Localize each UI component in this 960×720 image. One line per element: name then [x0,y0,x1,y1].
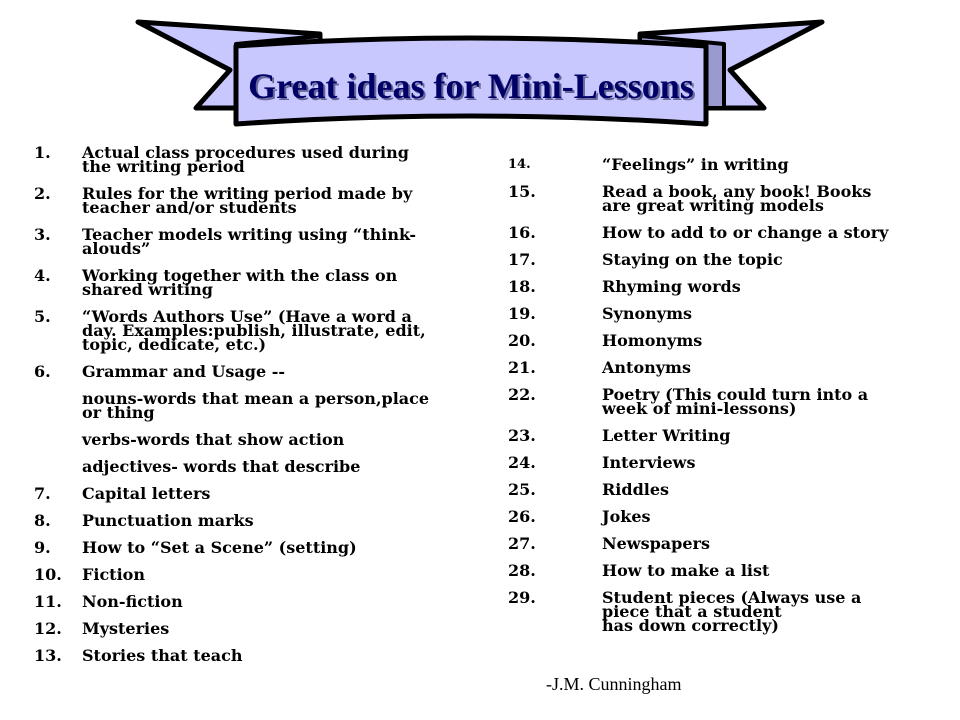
list-item [508,223,898,242]
item-number: 26. [508,507,536,526]
list-item [34,646,464,665]
item-number: 8. [34,511,51,530]
list-item [508,385,898,418]
list-item [508,561,898,580]
item-text: Poetry (This could turn into a week of mini-lessons) [602,385,869,418]
item-text: Actual class procedures used during the writing period [82,143,409,176]
item-text: Staying on the topic [602,250,783,269]
item-text: Homonyms [602,331,703,350]
left-lesson-list [34,143,464,676]
item-text: Interviews [602,453,696,472]
list-item [508,480,898,499]
item-number: 16. [508,223,536,242]
item-number: 10. [34,565,62,584]
item-text: Working together with the class on shared writing [82,266,398,299]
item-number: 3. [34,225,51,244]
item-number: 13. [34,646,62,665]
list-item [508,331,898,350]
item-number: 15. [508,182,536,201]
list-item [34,266,464,299]
item-text: Riddles [602,480,670,499]
item-number: 29. [508,588,536,607]
list-item [508,534,898,553]
item-number: 25. [508,480,536,499]
list-item [34,565,464,584]
item-text: Letter Writing [602,426,731,445]
item-text: Student pieces (Always use a piece that a student has down correctly) [602,588,862,635]
item-text: How to “Set a Scene” (setting) [82,538,357,557]
item-number: 22. [508,385,536,404]
list-item [508,182,898,215]
item-text: How to make a list [602,561,770,580]
item-number: 1. [34,143,51,162]
list-item [34,592,464,611]
item-number: 24. [508,453,536,472]
item-text: Stories that teach [82,646,243,665]
item-number: 27. [508,534,536,553]
item-text: Jokes [602,507,651,526]
list-item [34,430,464,449]
item-number: 7. [34,484,51,503]
item-number: 17. [508,250,536,269]
item-number: 9. [34,538,51,557]
list-item [34,538,464,557]
list-item [508,277,898,296]
item-number: 21. [508,358,536,377]
list-item [34,362,464,381]
item-text: Non-fiction [82,592,183,611]
list-item [34,484,464,503]
list-item [508,304,898,323]
list-item [508,453,898,472]
item-text: Rules for the writing period made by teacher and/or students [82,184,413,217]
list-item [508,155,898,174]
item-number: 28. [508,561,536,580]
item-number: 2. [34,184,51,203]
item-number: 20. [508,331,536,350]
list-item [34,389,464,422]
item-text: Newspapers [602,534,710,553]
item-text: Rhyming words [602,277,741,296]
item-text: Mysteries [82,619,170,638]
item-number: 5. [34,307,51,326]
item-text: Synonyms [602,304,693,323]
list-item [34,457,464,476]
list-item [508,250,898,269]
page-title: Great ideas for Mini-Lessons [248,66,694,106]
item-text: Fiction [82,565,145,584]
item-text: nouns-words that mean a person,place or thing [82,389,430,422]
item-text: “Feelings” in writing [602,155,789,174]
list-item [34,619,464,638]
item-text: adjectives- words that describe [82,457,361,476]
right-lesson-list [508,155,898,646]
item-text: Read a book, any book! Books are great writing models [602,182,872,215]
list-item [508,588,898,635]
list-item [508,426,898,445]
item-text: Antonyms [602,358,691,377]
item-number: 18. [508,277,536,296]
item-text: verbs-words that show action [82,430,345,449]
item-text: Punctuation marks [82,511,254,530]
item-number: 23. [508,426,536,445]
item-number: 19. [508,304,536,323]
item-text: Capital letters [82,484,211,503]
item-text: Teacher models writing using “think- alouds” [82,225,417,258]
list-item [34,307,464,354]
item-number: 6. [34,362,51,381]
list-item [34,511,464,530]
attribution: -J.M. Cunningham [546,674,682,694]
item-number: 14. [508,157,531,172]
item-text: “Words Authors Use” (Have a word a day. Examples:publish, illustrate, edit, topic, dedicate, etc.) [82,307,426,354]
item-number: 4. [34,266,51,285]
list-item [34,225,464,258]
list-item [34,143,464,176]
item-number: 11. [34,592,62,611]
list-item [508,358,898,377]
item-number: 12. [34,619,62,638]
list-item [34,184,464,217]
item-text: How to add to or change a story [602,223,889,242]
list-item [508,507,898,526]
item-text: Grammar and Usage -- [82,362,285,381]
